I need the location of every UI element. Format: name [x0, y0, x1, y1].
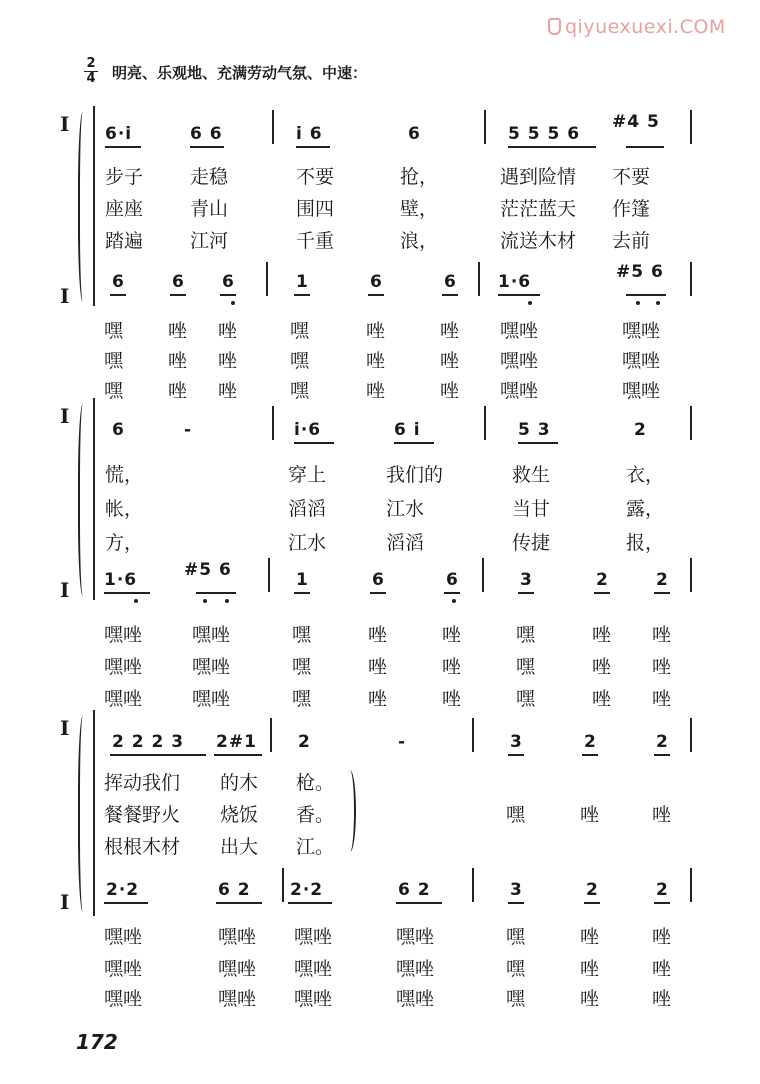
bar-line [690, 868, 692, 902]
octave-dot [656, 301, 660, 305]
lyric: 唑 [652, 804, 672, 826]
part-label: I [60, 890, 70, 914]
beam-line [508, 146, 596, 148]
bar-line [268, 558, 270, 592]
lyric: 踏遍 [105, 230, 144, 252]
lyric: 唑 [580, 958, 600, 980]
lyric: 唑 [168, 320, 188, 342]
lyric: 嘿 [104, 320, 124, 342]
part-label: I [60, 578, 70, 602]
system-brace [78, 404, 90, 596]
note-group: i·6 [294, 420, 322, 440]
beam-line [654, 592, 670, 594]
octave-dot [134, 599, 138, 603]
lyric: 嘿唑 [500, 350, 539, 372]
note-group: 2#1 [216, 732, 257, 752]
lyric: 唑 [652, 688, 672, 710]
lyric: 的木 [220, 772, 259, 794]
watermark-logo [548, 16, 726, 38]
beam-line [104, 592, 150, 594]
note: 6 [372, 570, 385, 590]
lyric: 露， [626, 498, 665, 520]
time-signature [84, 58, 98, 85]
time-signature-bottom: 4 [86, 71, 96, 86]
beam-line [110, 754, 206, 756]
lyric: 作篷 [612, 198, 651, 220]
bar-line [478, 262, 480, 296]
note: 6 [444, 272, 457, 292]
beam-line [654, 754, 670, 756]
note: 2 [586, 880, 599, 900]
note-group: 6 2 [398, 880, 431, 900]
note: 1 [296, 272, 309, 292]
beam-line [294, 442, 334, 444]
note: 6 [172, 272, 185, 292]
lyric: 嘿唑 [396, 958, 435, 980]
lyric: 江水 [386, 498, 425, 520]
note-group: 1·6 [104, 570, 138, 590]
note-group: 6 6 [190, 124, 223, 144]
beam-line [288, 902, 332, 904]
bar-line [270, 718, 272, 752]
lyric: 唑 [652, 988, 672, 1010]
beam-line [396, 902, 442, 904]
beam-line [508, 902, 524, 904]
beam-line [498, 294, 540, 296]
lyric: 出大 [220, 836, 259, 858]
beam-line [110, 294, 126, 296]
lyric: 嘿 [292, 624, 312, 646]
lyric: 唑 [368, 656, 388, 678]
lyric: 帐， [105, 498, 144, 520]
lyric: 嘿 [104, 380, 124, 402]
bar-line [484, 110, 486, 144]
lyric: 嘿 [516, 656, 536, 678]
beam-line [216, 902, 262, 904]
lyric: 烧饭 [220, 804, 259, 826]
rest-dash: - [398, 732, 407, 752]
lyric: 唑 [652, 958, 672, 980]
lyric: 嘿唑 [294, 958, 333, 980]
note: 2 [656, 880, 669, 900]
beam-line [626, 146, 664, 148]
lyric: 挥动我们 [104, 772, 181, 794]
note-group: 6 2 [218, 880, 251, 900]
beam-line [190, 146, 224, 148]
logo-icon [548, 18, 561, 35]
note-group: 6·i [105, 124, 133, 144]
note: 1 [296, 570, 309, 590]
beam-line [508, 754, 524, 756]
lyric: 唑 [218, 380, 238, 402]
note: 2 [634, 420, 647, 440]
beam-line [214, 754, 262, 756]
lyric: 唑 [440, 380, 460, 402]
lyric: 嘿 [506, 804, 526, 826]
lyric: 唑 [368, 688, 388, 710]
note: 3 [520, 570, 533, 590]
note: 6 [112, 420, 125, 440]
lyric: 流送木材 [500, 230, 577, 252]
time-signature-top: 2 [86, 56, 96, 71]
lyric: 嘿唑 [294, 988, 333, 1010]
page-number: 172 [76, 1030, 118, 1054]
beam-line [296, 146, 330, 148]
note-group: 2·2 [106, 880, 140, 900]
lyric: 嘿 [516, 624, 536, 646]
note-group: #5 6 [616, 262, 664, 282]
lyric: 嘿唑 [104, 958, 143, 980]
note-group: i 6 [296, 124, 323, 144]
note-group: 5 5 5 6 [508, 124, 581, 144]
note: 2 [584, 732, 597, 752]
system-line [93, 398, 95, 600]
beam-line [394, 442, 434, 444]
beam-line [294, 294, 310, 296]
lyric: 嘿唑 [218, 988, 257, 1010]
note: 6 [112, 272, 125, 292]
lyric: 唑 [368, 624, 388, 646]
lyric: 唑 [580, 804, 600, 826]
lyric: 遇到险情 [500, 166, 577, 188]
bar-line [690, 406, 692, 440]
lyric: 我们的 [386, 464, 444, 486]
rest-dash: - [184, 420, 193, 440]
bar-line [482, 558, 484, 592]
lyric: 嘿唑 [104, 926, 143, 948]
beam-line [105, 146, 141, 148]
part-label: I [60, 716, 70, 740]
lyric: 嘿唑 [622, 320, 661, 342]
part-label: I [60, 112, 70, 136]
lyric: 唑 [592, 624, 612, 646]
lyric: 枪。 [296, 772, 335, 794]
note: 2 [298, 732, 311, 752]
beam-line [104, 902, 148, 904]
note: 6 [370, 272, 383, 292]
lyric: 嘿唑 [396, 926, 435, 948]
lyric: 唑 [218, 350, 238, 372]
bar-line [690, 558, 692, 592]
note-group: #4 5 [612, 112, 660, 132]
beam-line [518, 592, 534, 594]
beam-line [582, 754, 598, 756]
lyric: 唑 [218, 320, 238, 342]
lyric: 嘿 [506, 926, 526, 948]
lyric: 唑 [580, 926, 600, 948]
watermark-text: qiyuexuexi.COM [565, 16, 726, 38]
lyric: 嘿 [290, 350, 310, 372]
lyric: 嘿唑 [192, 688, 231, 710]
lyric: 嘿唑 [192, 624, 231, 646]
beam-line [518, 442, 558, 444]
lyric: 嘿 [290, 320, 310, 342]
octave-dot [636, 301, 640, 305]
bar-line [266, 262, 268, 296]
part-label: I [60, 284, 70, 308]
lyric: 嘿 [292, 656, 312, 678]
lyric: 方， [105, 532, 144, 554]
lyric: 唑 [592, 656, 612, 678]
bar-line [690, 110, 692, 144]
lyric: 座座 [105, 198, 144, 220]
beam-line [370, 592, 386, 594]
note: 6 [446, 570, 459, 590]
note-group: 1·6 [498, 272, 532, 292]
lyric: 唑 [652, 656, 672, 678]
part-label: I [60, 404, 70, 428]
system-line [93, 710, 95, 916]
lyric: 嘿唑 [192, 656, 231, 678]
beam-line [444, 592, 460, 594]
lyric: 嘿唑 [104, 688, 143, 710]
lyric: 救生 [512, 464, 551, 486]
beam-line [654, 902, 670, 904]
lyric: 唑 [168, 380, 188, 402]
lyric: 唑 [592, 688, 612, 710]
lyric: 围四 [296, 198, 335, 220]
lyric: 嘿唑 [218, 926, 257, 948]
lyric: 去前 [612, 230, 651, 252]
lyric: 唑 [652, 926, 672, 948]
note-group: 5 3 [518, 420, 551, 440]
lyric: 嘿唑 [622, 380, 661, 402]
lyric: 唑 [168, 350, 188, 372]
lyric: 嘿 [292, 688, 312, 710]
lyric: 江。 [296, 836, 335, 858]
bar-line [472, 718, 474, 752]
lyric: 唑 [440, 320, 460, 342]
lyric: 穿上 [288, 464, 327, 486]
lyric: 嘿唑 [396, 988, 435, 1010]
lyric: 慌， [105, 464, 144, 486]
lyric: 江河 [190, 230, 229, 252]
lyric: 千重 [296, 230, 335, 252]
lyric: 唑 [442, 624, 462, 646]
lyric: 嘿唑 [500, 380, 539, 402]
bar-line [282, 868, 284, 902]
lyric: 壁， [400, 198, 439, 220]
lyric: 当甘 [512, 498, 551, 520]
verse-brace [344, 770, 356, 852]
lyric: 报， [626, 532, 665, 554]
beam-line [584, 902, 600, 904]
lyric: 嘿 [516, 688, 536, 710]
lyric: 嘿 [104, 350, 124, 372]
lyric: 嘿唑 [104, 988, 143, 1010]
beam-line [220, 294, 236, 296]
lyric: 根根木材 [104, 836, 181, 858]
beam-line [196, 592, 236, 594]
lyric: 唑 [366, 380, 386, 402]
note: 6 [222, 272, 235, 292]
lyric: 滔滔 [288, 498, 327, 520]
beam-line [594, 592, 610, 594]
note: 2 [596, 570, 609, 590]
octave-dot [452, 599, 456, 603]
lyric: 嘿 [506, 988, 526, 1010]
octave-dot [528, 301, 532, 305]
note: 2 [656, 732, 669, 752]
note: 2 [656, 570, 669, 590]
lyric: 唑 [442, 656, 462, 678]
bar-line [690, 262, 692, 296]
lyric: 嘿唑 [294, 926, 333, 948]
system-brace [78, 716, 90, 912]
lyric: 抢， [400, 166, 439, 188]
bar-line [472, 868, 474, 902]
lyric: 衣， [626, 464, 665, 486]
lyric: 嘿唑 [104, 656, 143, 678]
note: 3 [510, 732, 523, 752]
beam-line [626, 294, 666, 296]
note-group: 6 i [394, 420, 421, 440]
lyric: 嘿唑 [218, 958, 257, 980]
system-line [93, 106, 95, 306]
tempo-marking: 明亮、乐观地、充满劳动气氛、中速： [112, 64, 368, 82]
bar-line [484, 406, 486, 440]
octave-dot [225, 599, 229, 603]
lyric: 唑 [442, 688, 462, 710]
octave-dot [231, 301, 235, 305]
lyric: 嘿唑 [500, 320, 539, 342]
lyric: 不要 [612, 166, 651, 188]
note-group: 2·2 [290, 880, 324, 900]
beam-line [170, 294, 186, 296]
lyric: 唑 [440, 350, 460, 372]
lyric: 嘿唑 [104, 624, 143, 646]
lyric: 滔滔 [386, 532, 425, 554]
lyric: 嘿 [506, 958, 526, 980]
note: 3 [510, 880, 523, 900]
octave-dot [203, 599, 207, 603]
beam-line [368, 294, 384, 296]
note-group: #5 6 [184, 560, 232, 580]
lyric: 餐餐野火 [104, 804, 181, 826]
beam-line [442, 294, 458, 296]
lyric: 唑 [366, 350, 386, 372]
lyric: 传捷 [512, 532, 551, 554]
note-group: 6 [408, 124, 421, 144]
lyric: 步子 [105, 166, 144, 188]
lyric: 浪， [400, 230, 439, 252]
lyric: 唑 [366, 320, 386, 342]
bar-line [690, 718, 692, 752]
lyric: 茫茫蓝天 [500, 198, 577, 220]
beam-line [294, 592, 310, 594]
lyric: 嘿 [290, 380, 310, 402]
system-brace [78, 112, 90, 302]
lyric: 青山 [190, 198, 229, 220]
bar-line [272, 110, 274, 144]
lyric: 走稳 [190, 166, 229, 188]
bar-line [272, 406, 274, 440]
lyric: 香。 [296, 804, 335, 826]
note-group: 2 2 2 3 [112, 732, 185, 752]
lyric: 江水 [288, 532, 327, 554]
lyric: 嘿唑 [622, 350, 661, 372]
lyric: 不要 [296, 166, 335, 188]
lyric: 唑 [652, 624, 672, 646]
lyric: 唑 [580, 988, 600, 1010]
